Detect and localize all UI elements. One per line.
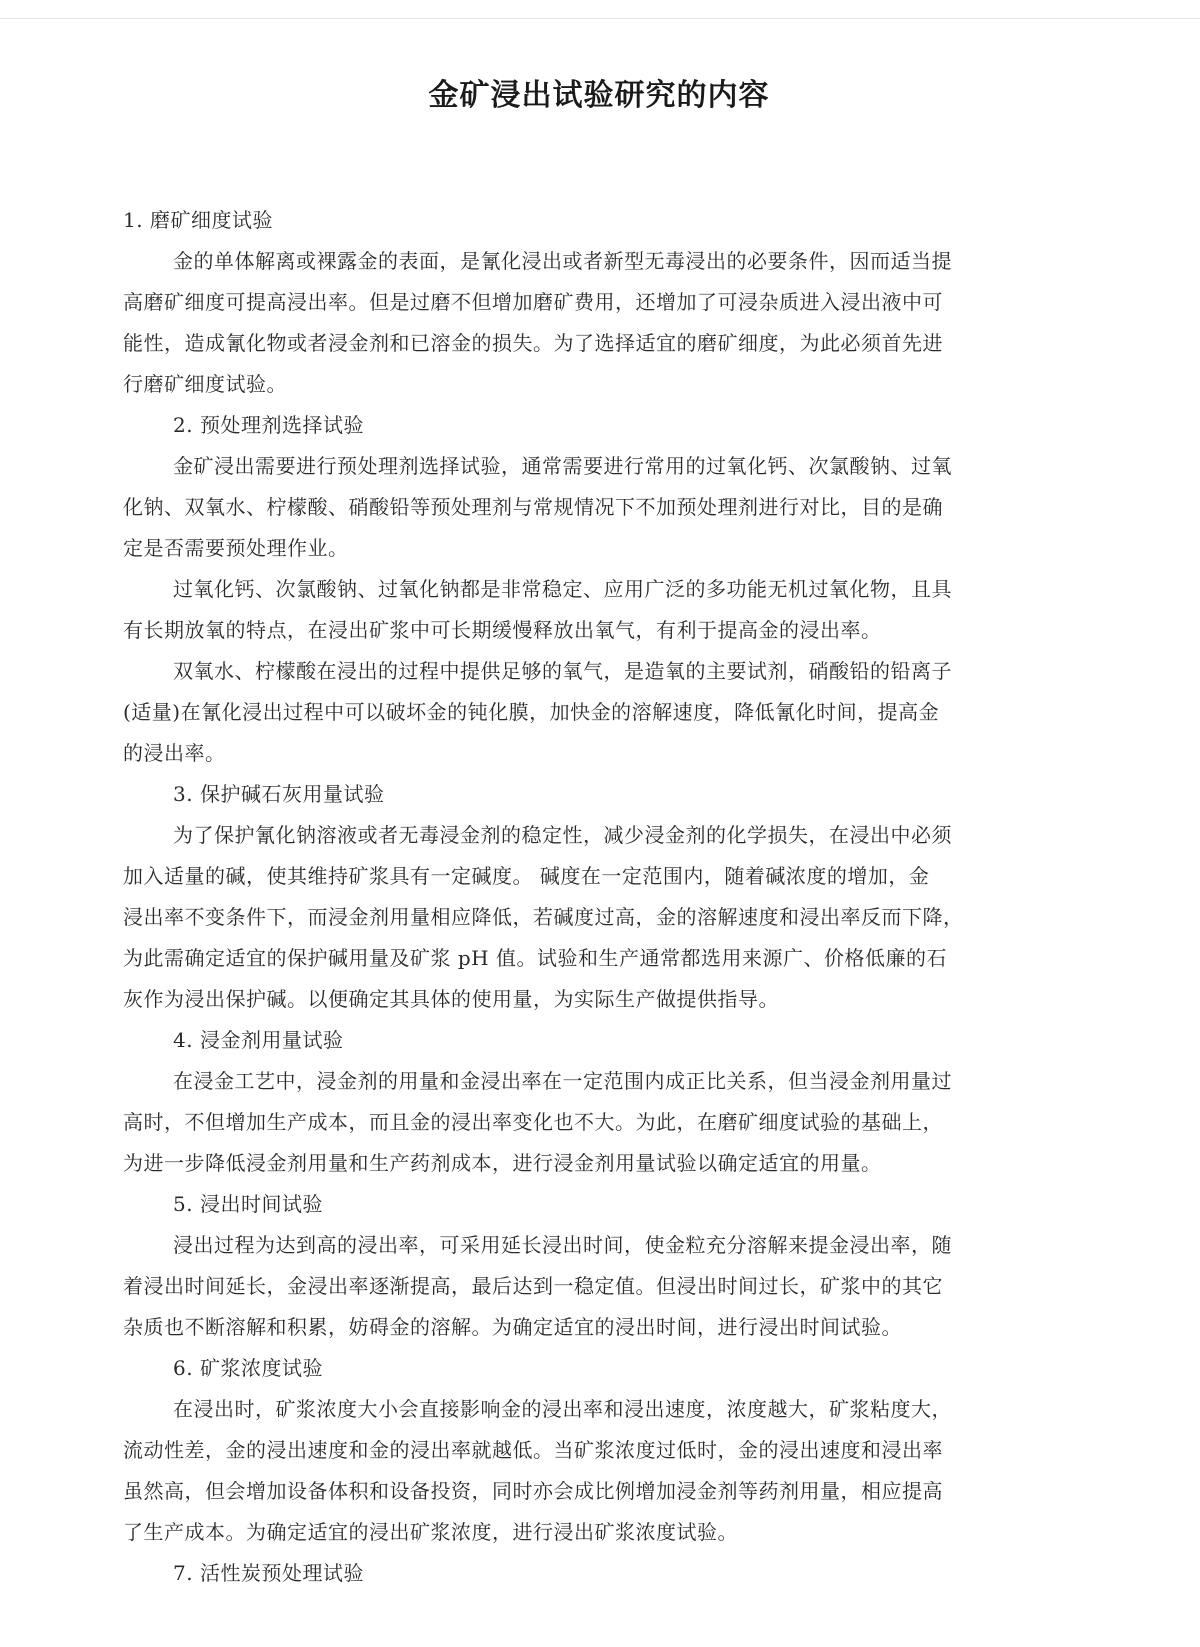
paragraph-line: 行磨矿细度试验。 bbox=[123, 372, 287, 396]
document-title: 金矿浸出试验研究的内容 bbox=[428, 78, 770, 113]
paragraph-line: 为进一步降低浸金剂用量和生产药剂成本，进行浸金剂用量试验以确定适宜的用量。 bbox=[123, 1151, 882, 1175]
paragraph-line: 浸出率不变条件下，而浸金剂用量相应降低，若碱度过高，金的溶解速度和浸出率反而下降， bbox=[123, 905, 964, 929]
paragraph-line: 双氧水、柠檬酸在浸出的过程中提供足够的氧气，是造氧的主要试剂，硝酸铅的铅离子 bbox=[173, 659, 952, 683]
paragraph-line: 流动性差，金的浸出速度和金的浸出率就越低。当矿浆浓度过低时，金的浸出速度和浸出率 bbox=[123, 1438, 943, 1462]
paragraph-line: 高磨矿细度可提高浸出率。但是过磨不但增加磨矿费用，还增加了可浸杂质进入浸出液中可 bbox=[123, 290, 943, 314]
paragraph-line: 的浸出率。 bbox=[123, 741, 226, 765]
paragraph-line: 杂质也不断溶解和积累，妨碍金的溶解。为确定适宜的浸出时间，进行浸出时间试验。 bbox=[123, 1315, 902, 1339]
paragraph-line: 灰作为浸出保护碱。以便确定其具体的使用量，为实际生产做提供指导。 bbox=[123, 987, 779, 1011]
section-heading: 1. 磨矿细度试验 bbox=[123, 208, 273, 232]
paragraph-line: 定是否需要预处理作业。 bbox=[123, 536, 349, 560]
paragraph-line: 为此需确定适宜的保护碱用量及矿浆 pH 值。试验和生产通常都选用来源广、价格低廉的石 bbox=[123, 946, 947, 970]
section-heading: 3. 保护碱石灰用量试验 bbox=[173, 782, 385, 806]
paragraph-line: 有长期放氧的特点，在浸出矿浆中可长期缓慢释放出氧气，有利于提高金的浸出率。 bbox=[123, 618, 882, 642]
paragraph-line: 了生产成本。为确定适宜的浸出矿浆浓度，进行浸出矿浆浓度试验。 bbox=[123, 1520, 738, 1544]
section-heading: 7. 活性炭预处理试验 bbox=[173, 1561, 364, 1585]
paragraph-line: 加入适量的碱，使其维持矿浆具有一定碱度。 碱度在一定范围内，随着碱浓度的增加，金 bbox=[123, 864, 930, 888]
paragraph-line: 化钠、双氧水、柠檬酸、硝酸铅等预处理剂与常规情况下不加预处理剂进行对比，目的是确 bbox=[123, 495, 943, 519]
paragraph-line: 在浸出时，矿浆浓度大小会直接影响金的浸出率和浸出速度，浓度越大，矿浆粘度大， bbox=[173, 1397, 952, 1421]
document-body bbox=[123, 200, 1075, 1594]
paragraph-line: 浸出过程为达到高的浸出率，可采用延长浸出时间，使金粒充分溶解来提金浸出率，随 bbox=[173, 1233, 952, 1257]
section-heading: 4. 浸金剂用量试验 bbox=[173, 1028, 344, 1052]
paragraph-line: 着浸出时间延长，金浸出率逐渐提高，最后达到一稳定值。但浸出时间过长，矿浆中的其它 bbox=[123, 1274, 943, 1298]
paragraph-line: 金矿浸出需要进行预处理剂选择试验，通常需要进行常用的过氧化钙、次氯酸钠、过氧 bbox=[173, 454, 952, 478]
section-heading: 5. 浸出时间试验 bbox=[173, 1192, 323, 1216]
paragraph-line: 金的单体解离或裸露金的表面，是氰化浸出或者新型无毒浸出的必要条件，因而适当提 bbox=[173, 249, 952, 273]
paragraph-line: 能性，造成氰化物或者浸金剂和已溶金的损失。为了选择适宜的磨矿细度，为此必须首先进 bbox=[123, 331, 943, 355]
paragraph-line: 虽然高，但会增加设备体积和设备投资，同时亦会成比例增加浸金剂等药剂用量，相应提高 bbox=[123, 1479, 943, 1503]
paragraph-line: 为了保护氰化钠溶液或者无毒浸金剂的稳定性，减少浸金剂的化学损失，在浸出中必须 bbox=[173, 823, 952, 847]
section-heading: 2. 预处理剂选择试验 bbox=[173, 413, 364, 437]
document-page bbox=[123, 0, 1075, 1594]
paragraph-line: (适量)在氰化浸出过程中可以破坏金的钝化膜，加快金的溶解速度，降低氰化时间，提高金 bbox=[123, 700, 940, 724]
paragraph-line: 高时，不但增加生产成本，而且金的浸出率变化也不大。为此，在磨矿细度试验的基础上， bbox=[123, 1110, 943, 1134]
section-heading: 6. 矿浆浓度试验 bbox=[173, 1356, 323, 1380]
paragraph-line: 过氧化钙、次氯酸钠、过氧化钠都是非常稳定、应用广泛的多功能无机过氧化物，且具 bbox=[173, 577, 952, 601]
paragraph-line: 在浸金工艺中，浸金剂的用量和金浸出率在一定范围内成正比关系，但当浸金剂用量过 bbox=[173, 1069, 952, 1093]
